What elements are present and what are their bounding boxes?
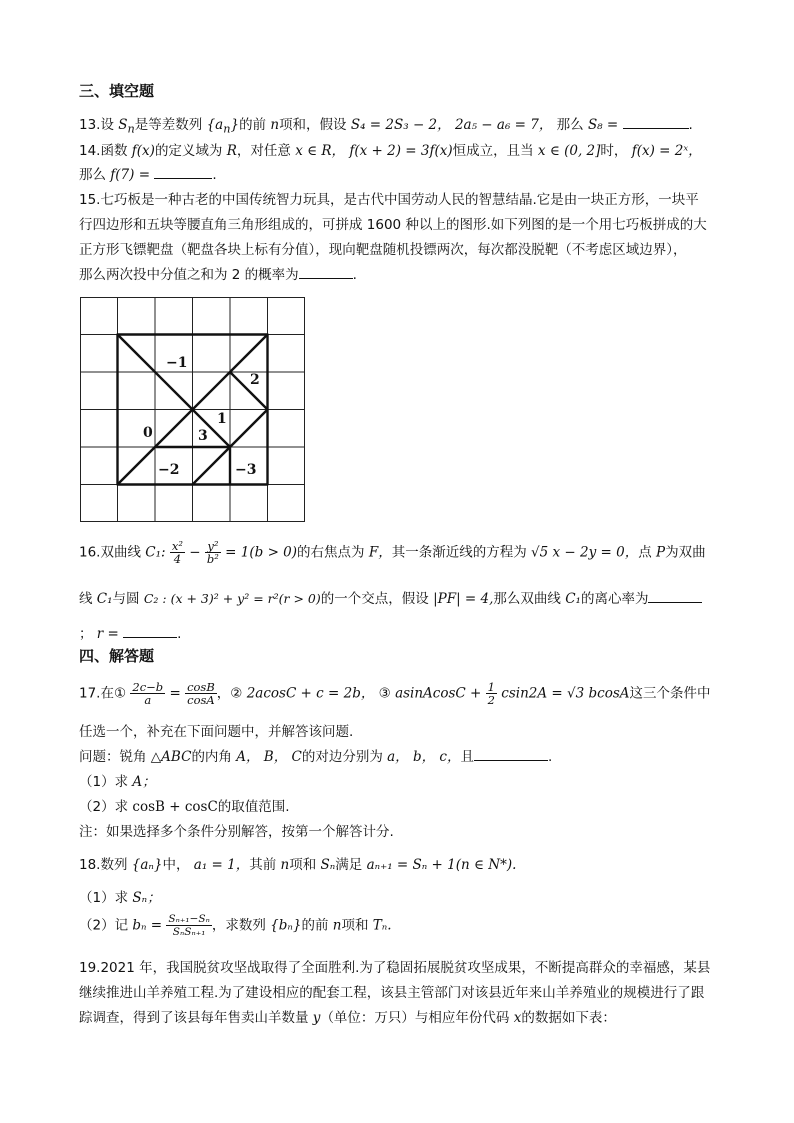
q19-line3-text-3: 的数据如下表： xyxy=(521,1010,616,1026)
q16-line2-c1-b: C₁ xyxy=(565,591,581,607)
q17-triangle: △ABC xyxy=(150,749,192,765)
q17-fraction-half: $\frac{1}{2}$ xyxy=(487,680,495,707)
q16-line2-circle-eq: C₂ : (x + 3)² + y² = r²(r > 0) xyxy=(143,591,321,606)
q17-sub2-text-2: 的取值范围. xyxy=(217,799,290,815)
q14-math-interval: x ∈ (0, 2] xyxy=(537,143,601,159)
q13-math-sn: $S_n$ xyxy=(118,117,135,136)
q18-number: 18. xyxy=(79,857,101,873)
q16-end: . xyxy=(177,626,182,642)
q17-cond-2: 2acosC + c = 2b， xyxy=(246,685,375,702)
q14-math-def: f(x) = 2ˣ， xyxy=(631,143,702,159)
q13-math-n: n xyxy=(270,117,280,133)
q13-text-3: 的前 xyxy=(239,117,267,133)
question-18-line-1 xyxy=(79,853,516,873)
q16-text-2: 的右焦点为 xyxy=(297,544,365,561)
tangram-dartboard-figure xyxy=(80,297,306,523)
q16-math-p: P xyxy=(656,544,666,561)
section-title-fill-blank: 三、填空题 xyxy=(79,82,155,100)
piece-score-labels xyxy=(143,355,260,478)
q17-line3-text-4: 且 xyxy=(460,749,474,765)
q14-text-3: ，对任意 xyxy=(236,143,291,159)
q14-text-2: 的定义域为 xyxy=(154,143,223,159)
q14-line2-text: 那么 xyxy=(79,167,106,183)
q16-line2-c1: C₁ xyxy=(96,591,113,607)
q16-line2-text-1: 线 xyxy=(79,591,93,607)
q16-fraction-y2-over-b2: $\frac{\text{y²}}{\text{b²}}$ xyxy=(206,539,219,566)
q18-text-4: 项和 xyxy=(289,857,317,873)
q16-math-eq: = 1(b > 0) xyxy=(225,544,298,561)
q18-text-2: 中， xyxy=(162,857,190,873)
q16-radius-blank[interactable] xyxy=(123,623,177,638)
q17-text-3: ③ xyxy=(378,685,391,702)
q18-sub2-text-4: 项和 xyxy=(341,917,369,934)
q16-math-c1: C₁: xyxy=(145,544,166,561)
q13-text-4: 项和，假设 xyxy=(279,117,347,133)
q14-text-5: 时， xyxy=(600,143,628,159)
q17-number: 17. xyxy=(79,685,101,702)
q16-number: 16. xyxy=(79,544,101,561)
question-14-line-2 xyxy=(79,163,217,183)
q17-text-2: ，② xyxy=(216,685,243,702)
q14-end: . xyxy=(212,167,217,183)
q17-text-1: 在① xyxy=(100,685,127,702)
question-17-sub-2 xyxy=(79,795,290,815)
score-label-0: 0 xyxy=(143,425,153,441)
q18-recurrence: aₙ₊₁ = Sₙ + 1(n ∈ N*). xyxy=(366,857,517,873)
score-label-2: 2 xyxy=(250,372,260,388)
q14-text-1: 函数 xyxy=(100,143,128,159)
q16-line2-text-2: 与圆 xyxy=(112,591,140,607)
q17-line3-text-2: 的内角 xyxy=(191,749,232,765)
question-19-line-3 xyxy=(79,1006,616,1026)
q13-answer-blank[interactable] xyxy=(623,114,689,129)
q18-text-3: 其前 xyxy=(249,857,277,873)
question-14-line-1 xyxy=(79,139,702,159)
question-18-sub-2 xyxy=(79,913,392,938)
q17-sub2-text: （2）求 xyxy=(79,799,129,815)
q17-line3-text-3: 的对边分别为 xyxy=(301,749,383,765)
q16-line2-text-4: 那么双曲线 xyxy=(493,591,561,607)
q15-line4-text: 那么两次投中分值之和为 2 的概率为 xyxy=(79,267,299,283)
q18-tn: Tₙ. xyxy=(372,917,392,934)
q13-text-1: 设 xyxy=(100,117,114,133)
question-15-line-1: 15.七巧板是一种古老的中国传统智力玩具，是古代中国劳动人民的智慧结晶.它是由一块正方形，一块平 xyxy=(79,192,699,208)
q16-text-3: 其一条渐近线的方程为 xyxy=(391,544,527,561)
q18-sub2-text: （2）记 xyxy=(79,917,129,934)
question-16-line-2 xyxy=(79,587,702,607)
q14-math-f7: f(7) = xyxy=(110,167,151,183)
q17-equals: = xyxy=(169,685,181,702)
q13-math-an: $\{a_n\}$ xyxy=(206,117,240,136)
q19-var-y: y xyxy=(312,1010,321,1026)
q15-answer-blank[interactable] xyxy=(299,264,353,279)
question-17-sub-1 xyxy=(79,770,156,790)
q13-math-cond2: 2a₅ − a₆ = 7， xyxy=(454,117,553,133)
q16-text-1: 双曲线 xyxy=(100,544,141,561)
q18-sn: Sₙ xyxy=(320,857,336,873)
q16-text-5: 为双曲 xyxy=(665,544,706,561)
q16-fraction-x2-over-4: $\frac{\text{x²}}{4}$ xyxy=(171,539,183,566)
q13-text-5: 那么 xyxy=(556,117,584,133)
q18-seq-bn: {bₙ} xyxy=(270,917,302,934)
q15-end: . xyxy=(352,267,357,283)
q17-fraction-1: $\frac{2c-b}{a}$ xyxy=(132,680,164,707)
question-18-sub-1 xyxy=(79,886,161,906)
score-label-minus-3: −3 xyxy=(235,462,257,478)
q18-sub2-n: n xyxy=(332,917,342,934)
q16-line2-text-5: 的离心率为 xyxy=(580,591,649,607)
score-label-minus-1: −1 xyxy=(166,355,188,371)
question-15-line-3: 正方形飞镖靶盘（靶盘各块上标有分值），现向靶盘随机投镖两次，每次都没脱靶（不考虑区域边界）， xyxy=(79,242,687,258)
score-label-minus-2: −2 xyxy=(158,462,180,478)
question-17-line-1 xyxy=(79,681,711,706)
q16-minus: − xyxy=(189,544,201,561)
score-label-3: 3 xyxy=(198,428,208,444)
q16-line3-sep: ； xyxy=(79,626,93,642)
q17-cond-3a: asinAcosC + xyxy=(395,685,482,702)
q18-text-5: 满足 xyxy=(335,857,363,873)
q17-fraction-2: $\frac{\cos B}{\cos A}$ xyxy=(187,680,215,707)
q19-line3-text-1: 踪调查，得到了该县每年售卖山羊数量 xyxy=(79,1010,309,1026)
q17-cond-3b: csin2A = √3 bcosA xyxy=(501,685,630,702)
q17-angles: A， B， C xyxy=(236,749,302,765)
question-17-note: 注：如果选择多个条件分别解答，按第一个解答计分. xyxy=(79,824,394,840)
q14-math-fx: f(x) xyxy=(131,143,155,159)
q17-sub2-math: cosB + cosC xyxy=(132,799,218,815)
q17-line3-end: . xyxy=(547,749,553,765)
q18-a1: a₁ = 1， xyxy=(193,857,250,873)
q14-math-x: x ∈ R， xyxy=(295,143,346,159)
q18-fraction-bn: $\frac{\text{Sₙ₊₁−Sₙ}}{\text{SₙSₙ₊₁}}$ xyxy=(168,913,210,938)
question-17-line-2: 任选一个，补充在下面问题中，并解答该问题. xyxy=(79,724,354,740)
q16-text-4: 点 xyxy=(638,544,652,561)
q17-sub1-math: A； xyxy=(132,774,156,790)
question-15-line-2: 行四边形和五块等腰直角三角形组成的，可拼成 1600 种以上的图形.如下列图的是一个用七巧板拼成的大 xyxy=(79,217,707,233)
question-13 xyxy=(79,113,693,136)
question-16-line-3 xyxy=(79,622,181,642)
q13-end: . xyxy=(688,117,693,133)
score-label-1: 1 xyxy=(217,411,227,427)
q17-text-4: 这三个条件中 xyxy=(629,685,711,702)
q14-math-functional-eq: f(x + 2) = 3f(x) xyxy=(349,143,453,159)
q18-sub1-text: （1）求 xyxy=(79,890,129,906)
q16-math-asymptote: √5 x − 2y = 0， xyxy=(531,544,639,561)
q13-math-s8: S₈ = xyxy=(587,117,619,133)
q16-math-f: F， xyxy=(368,544,392,561)
q18-sub1-math: Sₙ； xyxy=(132,890,161,906)
q18-seq-an: {aₙ} xyxy=(131,857,163,873)
q14-math-r: R xyxy=(226,143,237,159)
q16-line2-pf: |PF| = 4, xyxy=(433,591,494,607)
q17-sub1-text: （1）求 xyxy=(79,774,129,790)
q18-sub2-text-3: 的前 xyxy=(301,917,329,934)
q18-n: n xyxy=(280,857,290,873)
q17-sides: a， b， c， xyxy=(387,749,461,765)
q16-line2-text-3: 的一个交点，假设 xyxy=(320,591,429,607)
question-19-line-2: 继续推进山羊养殖工程.为了建设相应的配套工程，该县主管部门对该县近年来山羊养殖业的规模进行了跟 xyxy=(79,985,705,1001)
q16-eccentricity-blank[interactable] xyxy=(648,588,702,603)
section-title-answer: 四、解答题 xyxy=(79,647,155,665)
q18-sub2-text-2: ，求数列 xyxy=(211,917,266,934)
question-15-line-4 xyxy=(79,263,357,283)
q13-text-2: 是等差数列 xyxy=(134,117,203,133)
q18-text-1: 数列 xyxy=(100,857,128,873)
question-19-line-1: 19.2021 年，我国脱贫攻坚战取得了全面胜利.为了稳固拓展脱贫攻坚成果，不断提高群众的幸福感，某县 xyxy=(79,960,711,976)
question-16-line-1 xyxy=(79,540,706,565)
q14-text-4: 恒成立，且当 xyxy=(452,143,534,159)
question-17-line-3 xyxy=(79,745,552,765)
q13-math-cond1: S₄ = 2S₃ − 2， xyxy=(350,117,451,133)
q16-line3-r: r = xyxy=(96,626,119,642)
q19-var-x: x xyxy=(513,1010,522,1026)
q17-condition-blank[interactable] xyxy=(474,746,548,761)
q18-bn: bₙ = xyxy=(132,917,163,934)
q17-line3-text-1: 问题：锐角 xyxy=(79,749,147,765)
q14-answer-blank[interactable] xyxy=(154,164,212,179)
q14-number: 14. xyxy=(79,143,101,159)
q19-line3-text-2: （单位：万只）与相应年份代码 xyxy=(320,1010,510,1026)
q13-number: 13. xyxy=(79,117,101,133)
